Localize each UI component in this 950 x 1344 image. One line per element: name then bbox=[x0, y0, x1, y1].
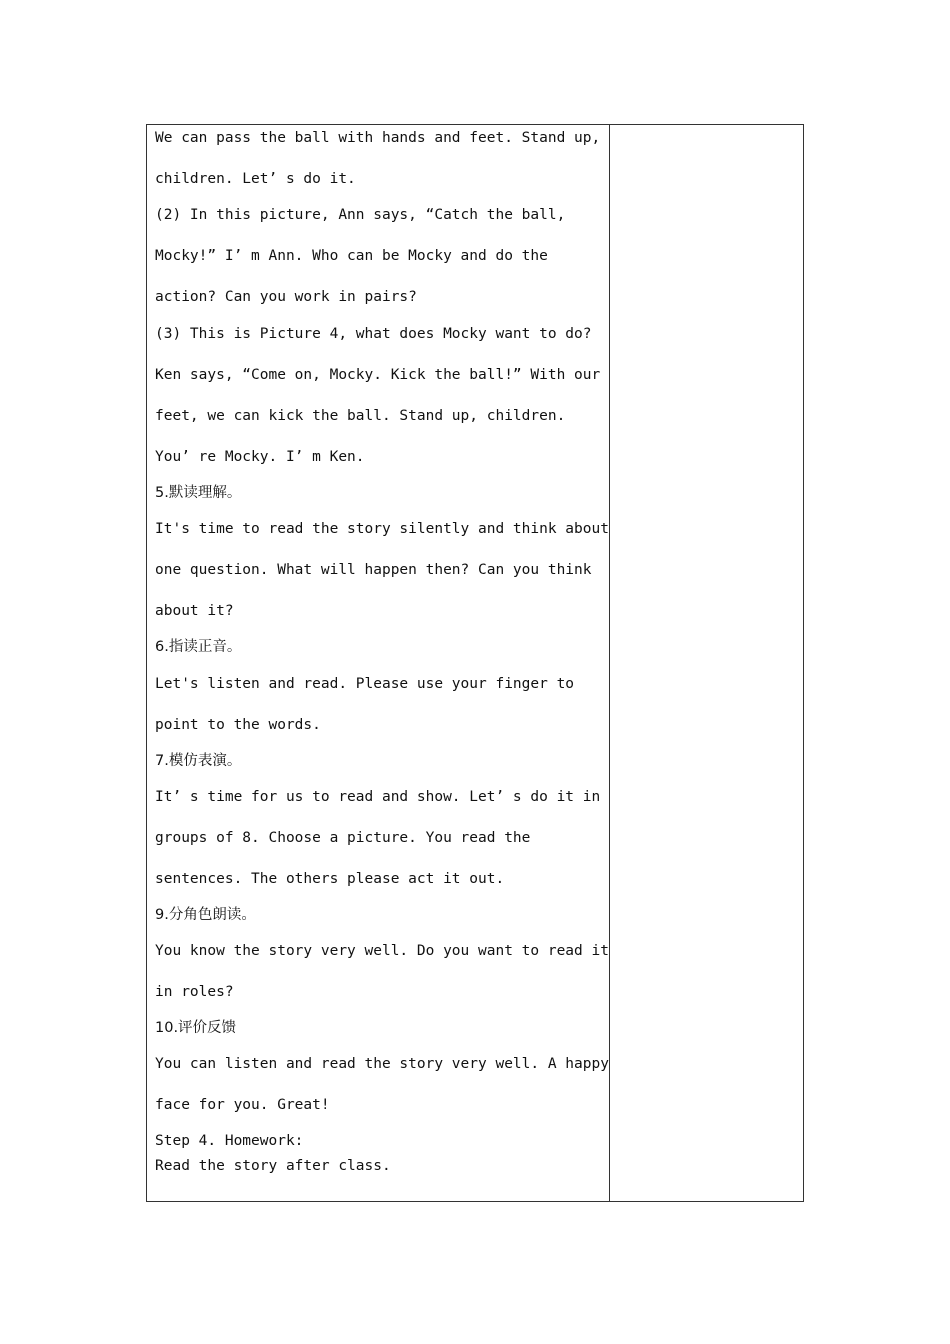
text-line: You’ re Mocky. I’ m Ken. bbox=[155, 449, 365, 465]
notes-cell bbox=[610, 125, 803, 1201]
text-line: Let's listen and read. Please use your finger to bbox=[155, 676, 575, 692]
step-heading: 5.默读理解。 bbox=[155, 485, 242, 501]
homework-heading: Step 4. Homework: bbox=[155, 1133, 304, 1149]
step-heading: 6.指读正音。 bbox=[155, 639, 242, 655]
text-line: It's time to read the story silently and think about bbox=[155, 521, 609, 537]
text-line: You know the story very well. Do you want to read it bbox=[155, 943, 609, 959]
text-line: about it? bbox=[155, 603, 234, 619]
text-line: face for you. Great! bbox=[155, 1097, 330, 1113]
text-line: sentences. The others please act it out. bbox=[155, 871, 505, 887]
text-line: point to the words. bbox=[155, 717, 321, 733]
text-line: action? Can you work in pairs? bbox=[155, 289, 417, 305]
text-line: It’ s time for us to read and show. Let’ s do it in bbox=[155, 789, 601, 805]
text-line: Ken says, “Come on, Mocky. Kick the ball!” With our bbox=[155, 367, 601, 383]
text-line: children. Let’ s do it. bbox=[155, 171, 356, 187]
text-line: groups of 8. Choose a picture. You read the bbox=[155, 830, 531, 846]
text-line: We can pass the ball with hands and feet. Stand up, bbox=[155, 130, 601, 146]
step-heading: 9.分角色朗读。 bbox=[155, 907, 256, 923]
lesson-table bbox=[146, 124, 804, 1202]
step-heading: 10.评价反馈 bbox=[155, 1020, 237, 1036]
step-heading: 7.模仿表演。 bbox=[155, 753, 242, 769]
text-line: in roles? bbox=[155, 984, 234, 1000]
text-line: Mocky!” I’ m Ann. Who can be Mocky and do the bbox=[155, 248, 548, 264]
text-line: (2) In this picture, Ann says, “Catch the ball, bbox=[155, 207, 566, 223]
text-line: You can listen and read the story very well. A happy bbox=[155, 1056, 609, 1072]
text-line: one question. What will happen then? Can you think bbox=[155, 562, 592, 578]
text-line: (3) This is Picture 4, what does Mocky want to do? bbox=[155, 326, 592, 342]
homework-text: Read the story after class. bbox=[155, 1158, 391, 1174]
text-line: feet, we can kick the ball. Stand up, children. bbox=[155, 408, 566, 424]
